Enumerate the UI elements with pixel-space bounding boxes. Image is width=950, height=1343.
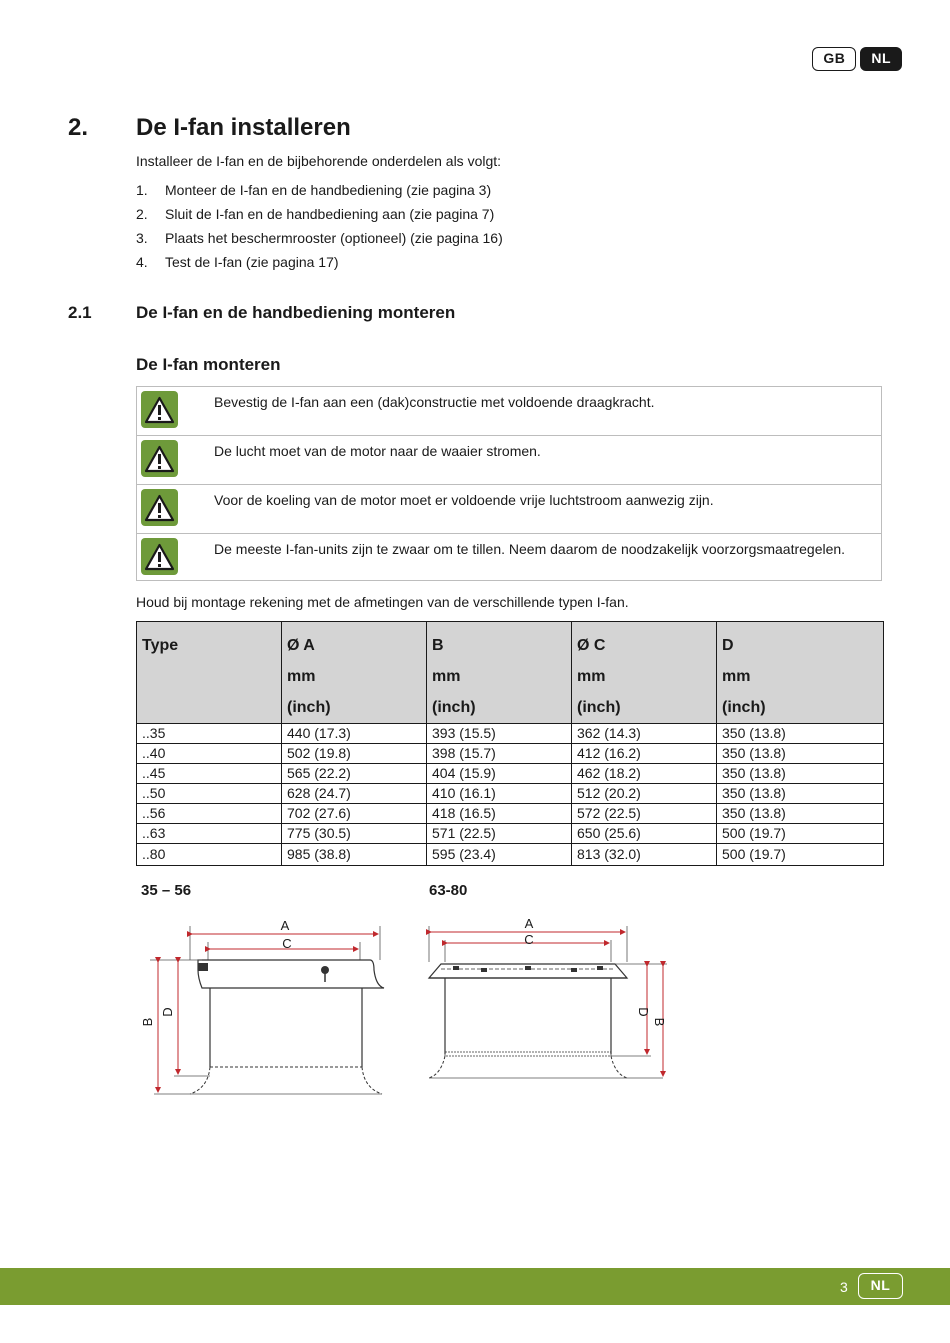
dim-a-label: A: [524, 916, 534, 931]
step-number: 1.: [136, 182, 148, 198]
step-number: 3.: [136, 230, 148, 246]
lang-gb-button[interactable]: GB: [812, 47, 856, 71]
list-item: [136, 230, 503, 254]
dimensions-table: [136, 621, 884, 866]
drawing-label-large: 63-80: [429, 882, 468, 899]
dim-d-label: D: [160, 1007, 175, 1017]
header-b: B mm (inch): [427, 622, 572, 724]
steps-list: [136, 182, 503, 278]
warning-text: Bevestig de I-fan aan een (dak)constructie met voldoende draagkracht.: [214, 394, 655, 410]
table-cell: 350 (13.8): [717, 724, 884, 744]
footer-language-badge: NL: [858, 1273, 903, 1299]
table-cell: ..45: [137, 764, 282, 784]
table-cell: ..56: [137, 804, 282, 824]
table-cell: 462 (18.2): [572, 764, 717, 784]
table-row: [137, 824, 884, 844]
table-cell: 500 (19.7): [717, 824, 884, 844]
table-cell: 398 (15.7): [427, 744, 572, 764]
dim-a-label: A: [280, 918, 290, 933]
step-number: 2.: [136, 206, 148, 222]
language-switch: [812, 47, 902, 71]
table-cell: 985 (38.8): [282, 844, 427, 866]
drawing-label-small: 35 – 56: [141, 882, 192, 899]
page-number: 3: [840, 1279, 848, 1295]
table-cell: 500 (19.7): [717, 844, 884, 866]
warning-text: Voor de koeling van de motor moet er voldoende vrije luchtstroom aanwezig zijn.: [214, 492, 714, 508]
table-cell: 628 (24.7): [282, 784, 427, 804]
dim-b-label: B: [140, 1017, 155, 1027]
table-cell: 410 (16.1): [427, 784, 572, 804]
step-text: Plaats het beschermrooster (optioneel) (zie pagina 16): [165, 230, 503, 246]
table-cell: 502 (19.8): [282, 744, 427, 764]
table-cell: 404 (15.9): [427, 764, 572, 784]
header-d: D mm (inch): [717, 622, 884, 724]
section-title: De I-fan installeren: [136, 114, 351, 141]
table-cell: ..63: [137, 824, 282, 844]
step-text: Monteer de I-fan en de handbediening (zie pagina 3): [165, 182, 492, 198]
footer-bar: [0, 1268, 950, 1305]
table-cell: 775 (30.5): [282, 824, 427, 844]
table-row: [137, 804, 884, 824]
table-cell: 350 (13.8): [717, 764, 884, 784]
warning-triangle-icon: [141, 489, 178, 526]
header-type: Type: [137, 622, 282, 724]
dim-b-label: B: [652, 1017, 667, 1027]
list-item: [136, 182, 503, 206]
table-cell: ..50: [137, 784, 282, 804]
table-cell: 350 (13.8): [717, 784, 884, 804]
table-cell: ..35: [137, 724, 282, 744]
table-cell: 572 (22.5): [572, 804, 717, 824]
table-cell: 412 (16.2): [572, 744, 717, 764]
dimensions-note: Houd bij montage rekening met de afmetingen van de verschillende typen I-fan.: [136, 594, 629, 610]
table-cell: ..40: [137, 744, 282, 764]
step-text: Test de I-fan (zie pagina 17): [165, 254, 339, 270]
step-text: Sluit de I-fan en de handbediening aan (zie pagina 7): [165, 206, 495, 222]
warning-row: [137, 387, 881, 436]
table-cell: 702 (27.6): [282, 804, 427, 824]
warning-triangle-icon: [141, 538, 178, 575]
warning-row: [137, 534, 881, 580]
dim-c-label: C: [524, 932, 534, 947]
table-cell: 595 (23.4): [427, 844, 572, 866]
dim-d-label: D: [636, 1007, 651, 1017]
table-row: [137, 724, 884, 744]
warnings-table: [136, 386, 882, 581]
table-cell: 813 (32.0): [572, 844, 717, 866]
table-cell: ..80: [137, 844, 282, 866]
table-cell: 650 (25.6): [572, 824, 717, 844]
table-cell: 512 (20.2): [572, 784, 717, 804]
table-row: [137, 744, 884, 764]
table-cell: 418 (16.5): [427, 804, 572, 824]
header-a: Ø A mm (inch): [282, 622, 427, 724]
list-item: [136, 206, 503, 230]
table-cell: 393 (15.5): [427, 724, 572, 744]
drawing-small-fan: [140, 912, 390, 1102]
subsection-number: 2.1: [68, 303, 92, 322]
table-row: [137, 784, 884, 804]
step-number: 4.: [136, 254, 148, 270]
warning-row: [137, 436, 881, 485]
table-header-row: [137, 622, 884, 724]
warning-row: [137, 485, 881, 534]
table-cell: 440 (17.3): [282, 724, 427, 744]
warning-triangle-icon: [141, 391, 178, 428]
table-row: [137, 764, 884, 784]
header-c: Ø C mm (inch): [572, 622, 717, 724]
table-cell: 350 (13.8): [717, 804, 884, 824]
warning-text: De meeste I-fan-units zijn te zwaar om te tillen. Neem daarom de noodzakelijk voorzorgsmaatregelen.: [214, 541, 846, 557]
subheading: De I-fan monteren: [136, 355, 281, 374]
table-cell: 571 (22.5): [427, 824, 572, 844]
list-item: [136, 254, 503, 278]
section-intro: Installeer de I-fan en de bijbehorende onderdelen als volgt:: [136, 153, 502, 169]
table-row: [137, 844, 884, 866]
table-cell: 362 (14.3): [572, 724, 717, 744]
drawing-large-fan: [425, 912, 675, 1092]
dim-c-label: C: [282, 936, 292, 951]
subsection-title: De I-fan en de handbediening monteren: [136, 303, 456, 322]
section-number: 2.: [68, 114, 89, 141]
warning-text: De lucht moet van de motor naar de waaier stromen.: [214, 443, 541, 459]
warning-triangle-icon: [141, 440, 178, 477]
lang-nl-button[interactable]: NL: [860, 47, 902, 71]
table-cell: 565 (22.2): [282, 764, 427, 784]
table-cell: 350 (13.8): [717, 744, 884, 764]
